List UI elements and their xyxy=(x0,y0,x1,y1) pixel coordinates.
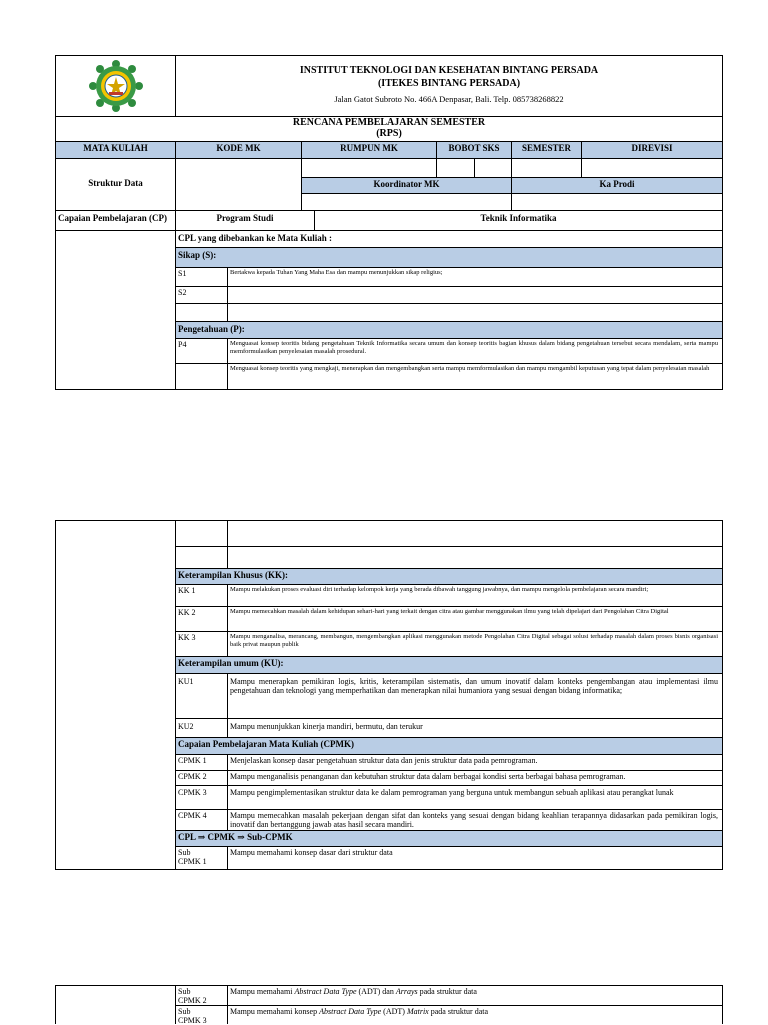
sub-cpmk-code xyxy=(178,848,226,866)
pengetahuan-text: Menguasai konsep teoritis bidang pengetahuan Teknik Informatika secara umum dan konsep teoritis bagian khusus dalam bidang pengetahuan tersebut secara mendalam, serta mampu memformulasikan penyelesaian masalah prosedural. xyxy=(230,340,718,355)
institution-logo xyxy=(87,58,145,114)
kk-code: KK 2 xyxy=(178,608,196,617)
ku-text: Mampu menerapkan pemikiran logis, kritis, keterampilan sistematis, dan umum inovatif dalam konteks pengembangan atau implementasi ilmu pengetahuan dan teknologi yang memperhatikan dan menerapkan nilai humaniora yang sesuai dengan bidang informatika; xyxy=(230,677,718,695)
sub-cpmk-heading: CPL ⇒ CPMK ⇒ Sub-CPMK xyxy=(176,831,722,846)
sub-cpmk-code-line: Sub xyxy=(178,987,191,996)
program-studi-value: Teknik Informatika xyxy=(480,213,557,223)
kk-text: Mampu melakukan proses evaluasi diri terhadap kelompok kerja yang berada dibawah tanggung jawabnya, dan mampu mengelola pembelajaran secara mandiri; xyxy=(230,586,649,593)
col-header-semester: SEMESTER xyxy=(512,142,581,158)
sub-cpmk-code-line: Sub xyxy=(178,848,191,857)
institution-name: INSTITUT TEKNOLOGI DAN KESEHATAN BINTANG PERSADA xyxy=(299,65,599,76)
ku-heading: Keterampilan umum (KU): xyxy=(176,657,722,673)
col-header-mata-kuliah: MATA KULIAH xyxy=(56,142,175,158)
sikap-text: Bertakwa kepada Tuhan Yang Maha Esa dan mampu menunjukkan sikap religius; xyxy=(230,269,443,276)
document-abbr: (RPS) xyxy=(376,128,402,139)
rps-header-table xyxy=(55,55,723,390)
cpmk-text: Mampu memecahkan masalah pekerjaan dengan sifat dan konteks yang sesuai dengan bidang keahlian terapannya didasarkan pada pemikiran logis, inovatif dan bertanggung jawab atas hasil secara mandiri. xyxy=(230,811,718,829)
sub-cpmk-text: Mampu memahami Abstract Data Type (ADT) dan Arrays pada struktur data xyxy=(230,987,477,996)
cpmk-text: Mampu menganalisis penanganan dan kebutuhan struktur data dalam berbagai kondisi serta berbagai bahasa pemrograman. xyxy=(230,772,626,781)
ku-code: KU2 xyxy=(178,722,194,731)
cpl-label: CPL yang dibebankan ke Mata Kuliah : xyxy=(178,233,333,243)
kk-heading: Keterampilan Khusus (KK): xyxy=(176,569,722,584)
pengetahuan-heading: Pengetahuan (P): xyxy=(176,322,722,338)
cpmk-heading: Capaian Pembelajaran Mata Kuliah (CPMK) xyxy=(176,738,722,754)
sub-cpmk-code-line: CPMK 1 xyxy=(178,857,207,866)
col-header-kode-mk: KODE MK xyxy=(176,142,301,158)
institution-abbr: (ITEKES BINTANG PERSADA) xyxy=(377,78,521,89)
program-studi-label: Program Studi xyxy=(216,213,274,223)
sikap-code: S2 xyxy=(178,288,187,297)
cpmk-code: CPMK 3 xyxy=(178,788,207,797)
sub-cpmk-code xyxy=(178,987,226,1005)
col-header-bobot-sks: BOBOT SKS xyxy=(437,142,511,158)
document-title: RENCANA PEMBELAJARAN SEMESTER xyxy=(292,117,486,128)
cpmk-code: CPMK 4 xyxy=(178,811,207,820)
cpmk-code: CPMK 2 xyxy=(178,772,207,781)
pengetahuan-code: P4 xyxy=(178,340,187,349)
ku-text: Mampu menunjukkan kinerja mandiri, bermutu, dan terukur xyxy=(230,722,423,731)
kk-text: Mampu menganalisa, merancang, membangun, mengembangkan aplikasi menggunakan metode Pengolahan Citra Digital sebagai solusi terhadap masalah dalam proses bisnis organisasi baik privat maupun publik xyxy=(230,633,718,648)
sub-cpmk-text: Mampu memahami konsep dasar dari struktur data xyxy=(230,848,393,857)
cpmk-text: Mampu pengimplementasikan struktur data ke dalam pemrograman yang berguna untuk membangun sebuah aplikasi atau perangkat lunak xyxy=(230,788,674,797)
sikap-code: S1 xyxy=(178,269,187,278)
kk-code: KK 3 xyxy=(178,633,196,642)
kk-code: KK 1 xyxy=(178,586,196,595)
cp-label: Capaian Pembelajaran (CP) xyxy=(58,213,167,223)
sub-cpmk-text: Mampu memahami konsep Abstract Data Type (ADT) Matrix pada struktur data xyxy=(230,1007,489,1016)
sub-cpmk-continuation-table xyxy=(55,985,723,1024)
koordinator-mk-label: Koordinator MK xyxy=(302,178,511,193)
course-name: Struktur Data xyxy=(88,178,143,188)
cpl-continuation-table xyxy=(55,520,723,870)
institution-address: Jalan Gatot Subroto No. 466A Denpasar, Bali. Telp. 085738268822 xyxy=(334,94,564,104)
sikap-heading: Sikap (S): xyxy=(176,248,722,267)
col-header-direvisi: DIREVISI xyxy=(582,142,722,158)
ku-code: KU1 xyxy=(178,677,194,686)
sub-cpmk-code xyxy=(178,1007,226,1025)
cpmk-text: Menjelaskan konsep dasar pengetahuan struktur data dan jenis struktur data pada pemrograman. xyxy=(230,756,538,765)
cpmk-code: CPMK 1 xyxy=(178,756,207,765)
pengetahuan-text: Menguasai konsep teoritis yang mengkaji, menerapkan dan mengembangkan serta mampu memformulasikan dan mampu mengambil keputusan yang tepat dalam penyelesaian masalah xyxy=(230,365,710,372)
sub-cpmk-code-line: Sub xyxy=(178,1007,191,1016)
kk-text: Mampu memecahkan masalah dalam kehidupan sehari-hari yang terkait dengan citra atau gambar menggunakan ilmu yang telah dipelajari dari Pengolahan Citra Digital xyxy=(230,608,669,615)
col-header-rumpun-mk: RUMPUN MK xyxy=(302,142,436,158)
sub-cpmk-code-line: CPMK 3 xyxy=(178,1016,207,1025)
kaprodi-label: Ka Prodi xyxy=(512,178,722,193)
sub-cpmk-code-line: CPMK 2 xyxy=(178,996,207,1005)
